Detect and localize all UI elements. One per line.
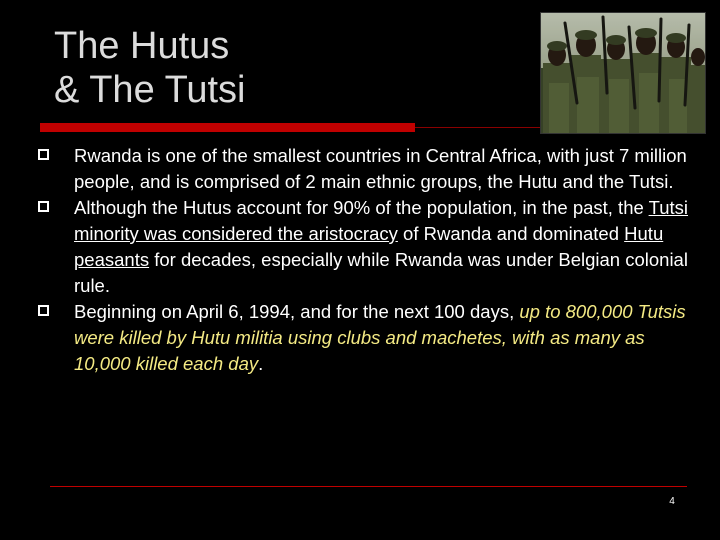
title-line-1: The Hutus bbox=[54, 25, 230, 67]
bullet-item bbox=[38, 143, 688, 195]
bullet-text-post: for decades, especially while Rwanda was under Belgian colonial rule. bbox=[74, 249, 688, 296]
title-accent-bar bbox=[40, 123, 415, 132]
bullet-text-post: . bbox=[258, 353, 264, 374]
slide-title bbox=[54, 24, 246, 112]
page-number: 4 bbox=[669, 496, 675, 507]
bullet-text-pre: Although the Hutus account for 90% of the population, in the past, the bbox=[74, 197, 649, 218]
tutsi-aristocracy-link[interactable]: Tutsi minority was considered the aristocracy bbox=[74, 197, 688, 244]
bullet-item bbox=[38, 299, 688, 377]
footer-rule bbox=[50, 486, 687, 487]
hutu-peasants-link[interactable]: Hutu peasants bbox=[74, 223, 664, 270]
bullet-text-mid: of Rwanda and dominated bbox=[397, 223, 625, 244]
hollow-square-bullet-icon bbox=[38, 201, 49, 212]
highlighted-text: up to 800,000 Tutsis were killed by Hutu militia using clubs and machetes, with as many as 10,000 killed each day bbox=[74, 301, 686, 374]
title-line-2: & The Tutsi bbox=[54, 69, 246, 111]
bullet-item bbox=[38, 195, 688, 299]
bullet-text-pre: Beginning on April 6, 1994, and for the next 100 days, bbox=[74, 301, 520, 322]
soldiers-photo bbox=[540, 12, 706, 134]
bullet-list bbox=[38, 143, 688, 377]
bullet-text: Rwanda is one of the smallest countries in Central Africa, with just 7 million people, and is comprised of 2 main ethnic groups, the Hutu and the Tutsi. bbox=[74, 145, 687, 192]
hollow-square-bullet-icon bbox=[38, 305, 49, 316]
hollow-square-bullet-icon bbox=[38, 149, 49, 160]
